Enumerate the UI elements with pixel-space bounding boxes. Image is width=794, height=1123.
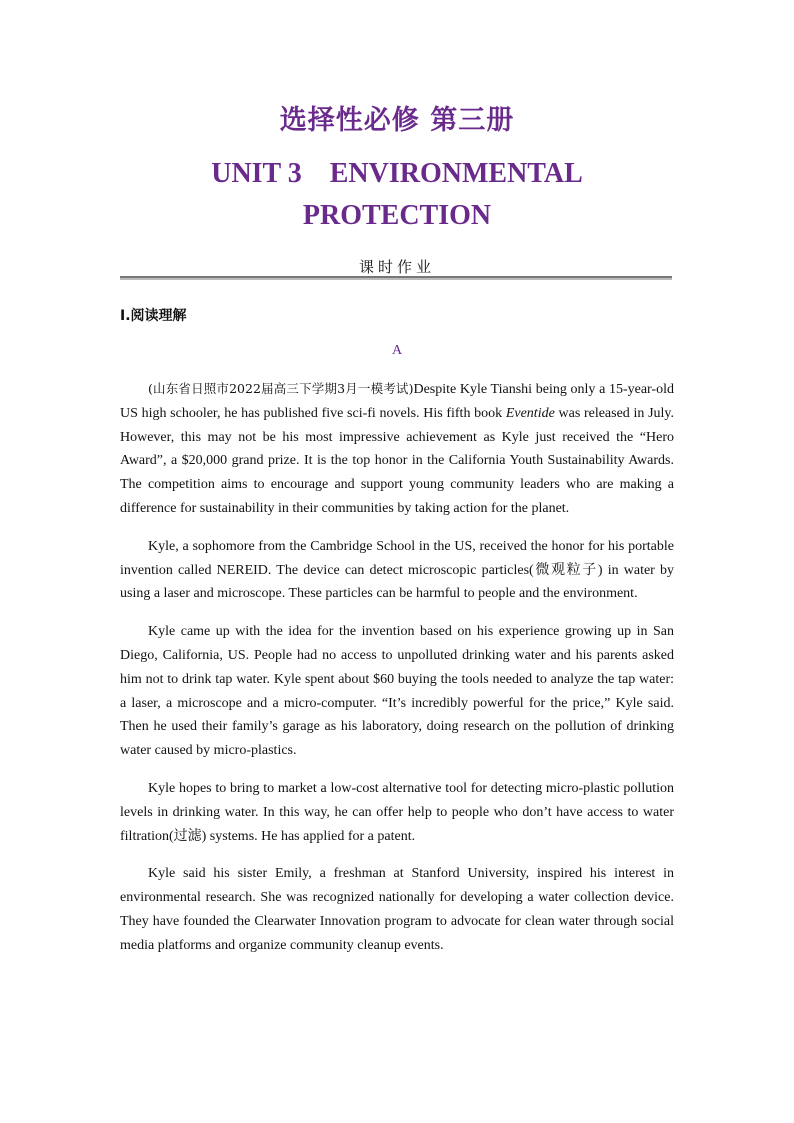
paragraph-1-text-b: was released in July. However, this may not be his most impressive achievement as Kyle just received the “Hero Award”, a $20,000 grand prize. It is the top honor in the California Youth Sustainability Awards. The competition aims to encourage and support young community leaders who are making a difference for sustainability in their communities by taking action for the planet. bbox=[120, 405, 674, 516]
book-title: 选择性必修 第三册 bbox=[279, 105, 515, 136]
paragraph-2: Kyle, a sophomore from the Cambridge School in the US, received the honor for his portable invention called NEREID. The device can detect microscopic particles(微观粒子) in water by using a laser and microscope. These particles can be harmful to people and the environment. bbox=[120, 538, 674, 602]
unit-title bbox=[0, 153, 794, 237]
header-divider bbox=[120, 276, 672, 278]
passage-label: A bbox=[391, 343, 403, 358]
passage-body bbox=[120, 377, 674, 972]
paragraph-3: Kyle came up with the idea for the invention based on his experience growing up in San Diego, California, US. People had no access to unpolluted drinking water and his parents asked him not to drink tap water. Kyle spent about $60 buying the tools needed to analyze the tap water: a laser, a microscope and a micro-computer. “It’s incredibly powerful for the price,” Kyle said. Then he used their family’s garage as his laboratory, doing research on the pollution of drinking water caused by micro-plastics. bbox=[120, 624, 674, 759]
source-note: (山东省日照市2022届高三下学期3月一模考试) bbox=[148, 381, 414, 396]
section-heading: Ⅰ.阅读理解 bbox=[120, 308, 187, 324]
paragraph-1 bbox=[120, 377, 674, 521]
paragraph-4: Kyle hopes to bring to market a low-cost alternative tool for detecting micro-plastic pollution levels in drinking water. In this way, he can offer help to people who don’t have access to water filtration(过滤) systems. He has applied for a patent. bbox=[120, 780, 674, 844]
paragraph-5: Kyle said his sister Emily, a freshman at Stanford University, inspired his interest in environmental research. She was recognized nationally for developing a water collection device. They have founded the Clearwater Innovation program to advocate for clean water through social media platforms and organize community cleanup events. bbox=[120, 866, 674, 953]
book-name: Eventide bbox=[505, 405, 555, 421]
unit-title-line-1: UNIT 3 ENVIRONMENTAL bbox=[211, 158, 583, 189]
paragraph-1-text-a: Despite Kyle Tianshi being only a 15-year-old US high schooler, he has published five sci-fi novels. His fifth book bbox=[120, 382, 674, 421]
unit-title-line-2: PROTECTION bbox=[302, 200, 492, 231]
page-subtitle: 课时作业 bbox=[358, 258, 435, 276]
